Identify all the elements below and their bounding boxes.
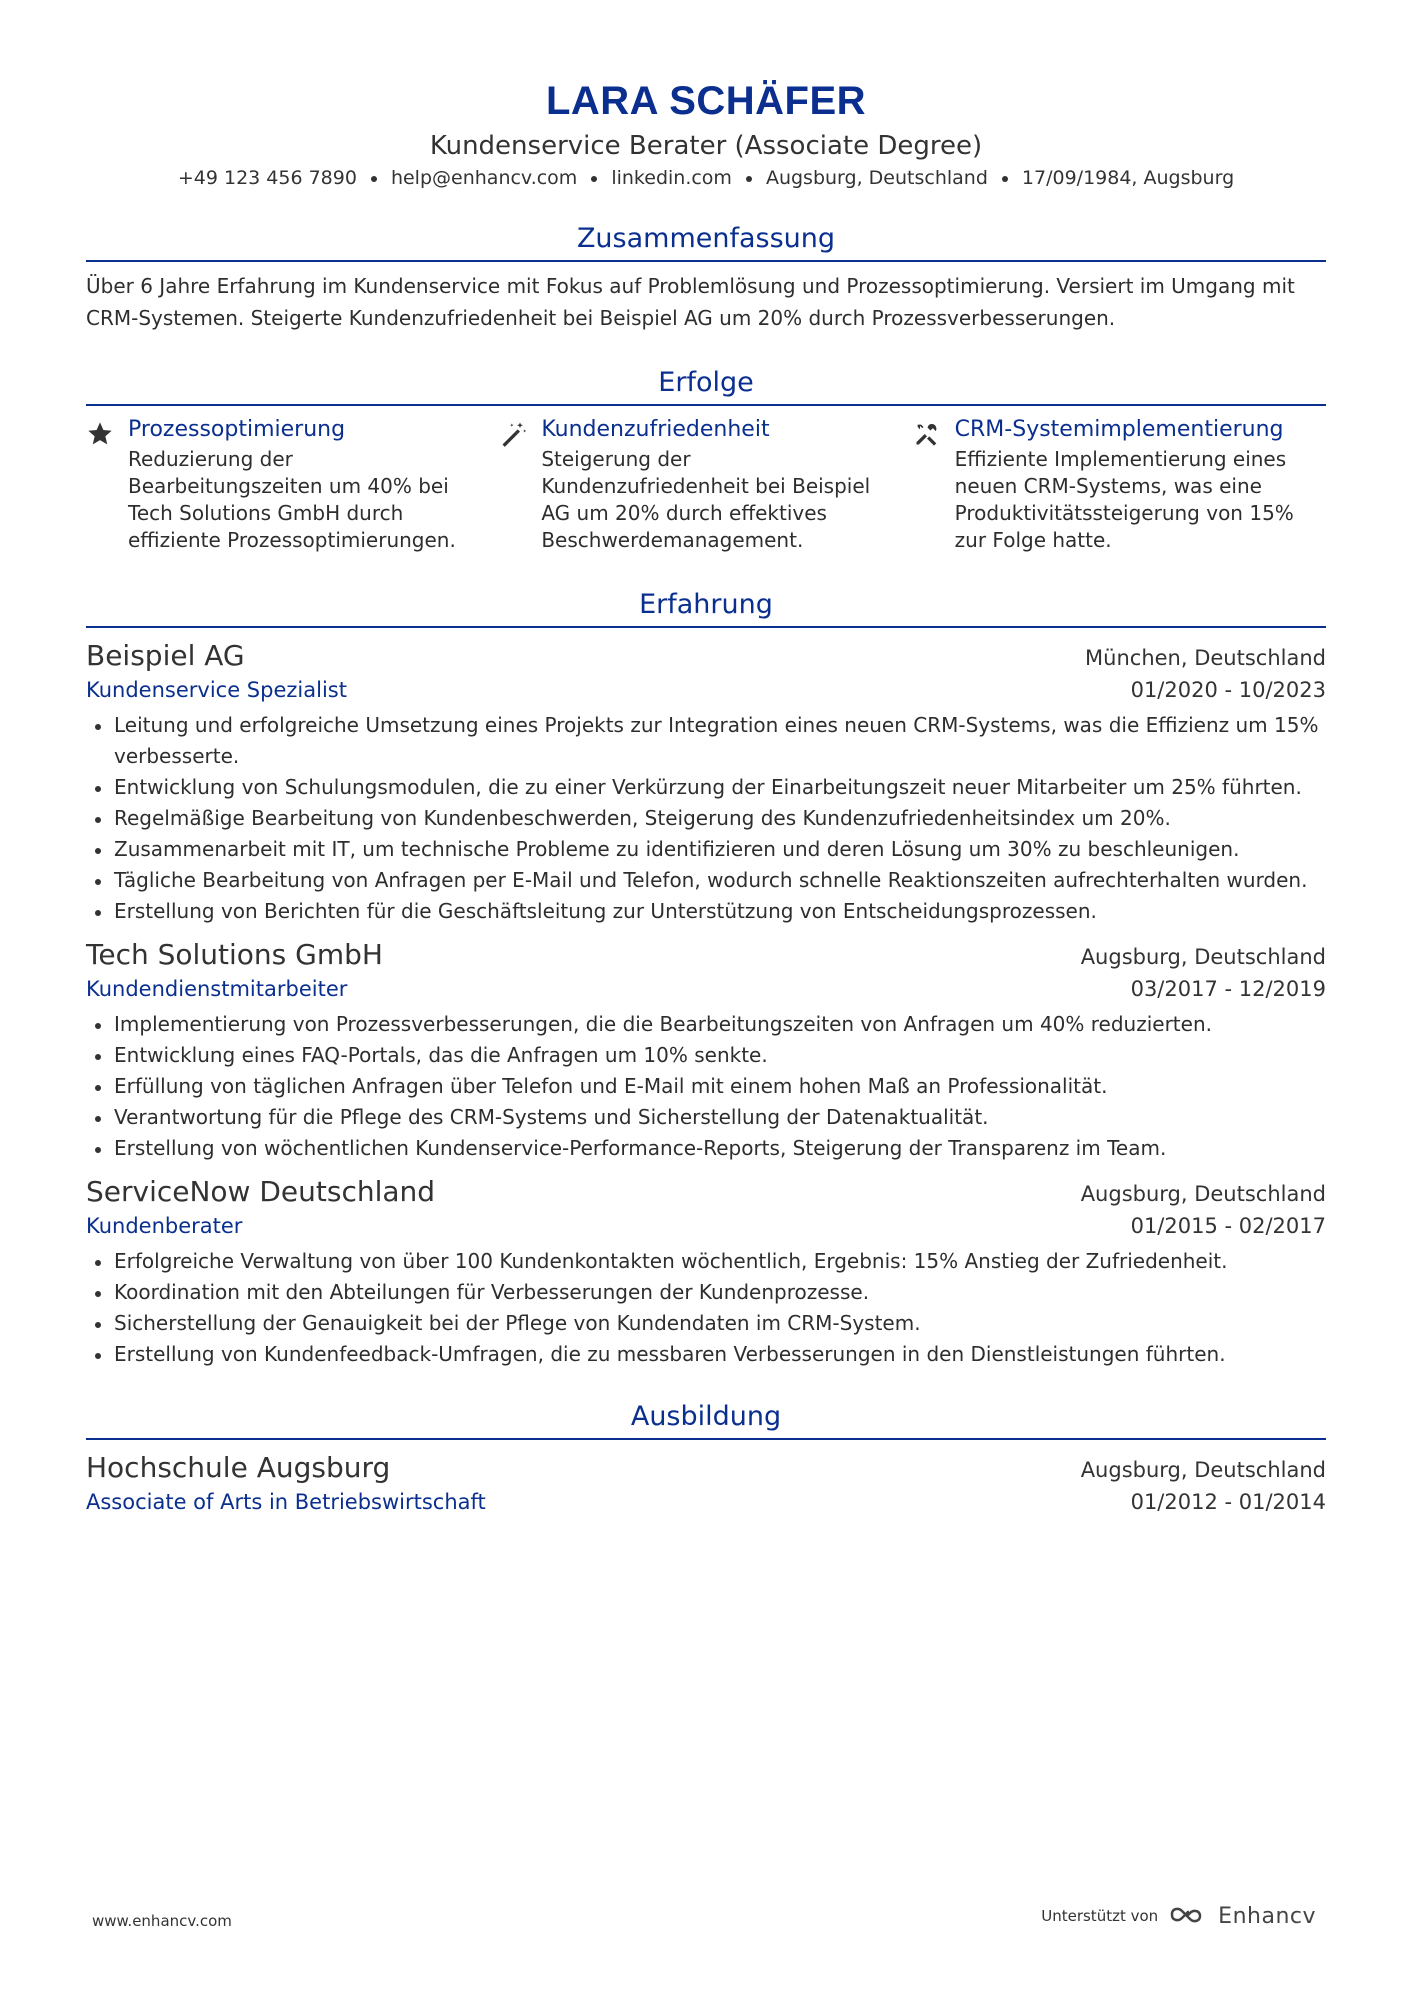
magic-wand-icon [499, 414, 541, 554]
enhancv-brand: Enhancv [1218, 1903, 1316, 1929]
summary-text: Über 6 Jahre Erfahrung im Kundenservice mit Fokus auf Problemlösung und Prozessoptimierung. Versiert im Umgang mit CRM-Systemen. Steigerte Kundenzufriedenheit bei Beispiel AG um 20% durch Prozessverbesserungen. [86, 274, 1295, 330]
achievement-item [499, 414, 912, 554]
footer-website[interactable]: www.enhancv.com [92, 1912, 232, 1930]
bullet-item: Koordination mit den Abteilungen für Verbesserungen der Kundenprozesse. [86, 1277, 1326, 1308]
tools-icon [913, 414, 955, 554]
bullet-item: Erstellung von Kundenfeedback-Umfragen, die zu messbaren Verbesserungen in den Dienstleistungen führten. [86, 1339, 1326, 1370]
achievement-desc: Reduzierung der Bearbeitungszeiten um 40% bei Tech Solutions GmbH durch effiziente Prozessoptimierungen. [128, 447, 456, 552]
job-role: Kundendienstmitarbeiter [86, 977, 348, 1001]
separator-dot [591, 176, 597, 182]
bullet-item: Erstellung von wöchentlichen Kundenservice-Performance-Reports, Steigerung der Transparenz im Team. [86, 1133, 1326, 1164]
location: Augsburg, Deutschland [765, 167, 988, 189]
bullet-item: Verantwortung für die Pflege des CRM-Systems und Sicherstellung der Datenaktualität. [86, 1102, 1326, 1133]
job-bullets [86, 1009, 1326, 1164]
bullet-item: Entwicklung von Schulungsmodulen, die zu einer Verkürzung der Einarbeitungszeit neuer Mitarbeiter um 25% führten. [86, 772, 1326, 803]
job-dates: 03/2017 - 12/2019 [1130, 977, 1326, 1001]
bullet-item: Regelmäßige Bearbeitung von Kundenbeschwerden, Steigerung des Kundenzufriedenheitsindex um 20%. [86, 803, 1326, 834]
contact-line [86, 166, 1326, 190]
job-dates: 01/2015 - 02/2017 [1130, 1214, 1326, 1238]
achievement-title: Prozessoptimierung [128, 417, 346, 442]
job-location: Augsburg, Deutschland [1080, 945, 1326, 969]
section-title-achievements: Erfolge [86, 366, 1326, 406]
company-name: Beispiel AG [86, 639, 245, 672]
bullet-item: Implementierung von Prozessverbesserungen, die die Bearbeitungszeiten von Anfragen um 40% reduzierten. [86, 1009, 1326, 1040]
job-location: Augsburg, Deutschland [1080, 1182, 1326, 1206]
bullet-item: Sicherstellung der Genauigkeit bei der Pflege von Kundendaten im CRM-System. [86, 1308, 1326, 1339]
resume-header [86, 0, 1326, 190]
section-title-education: Ausbildung [86, 1400, 1326, 1440]
separator-dot [371, 176, 377, 182]
email-link[interactable]: help@enhancv.com [390, 167, 578, 189]
bullet-item: Zusammenarbeit mit IT, um technische Probleme zu identifizieren und deren Lösung um 30% zu beschleunigen. [86, 834, 1326, 865]
resume-page [86, 0, 1326, 1995]
job-bullets [86, 1246, 1326, 1370]
bullet-item: Leitung und erfolgreiche Umsetzung eines Projekts zur Integration eines neuen CRM-Systems, was die Effizienz um 15% verbesserte. [86, 710, 1326, 772]
candidate-name: LARA SCHÄFER [545, 79, 867, 123]
company-name: Tech Solutions GmbH [86, 938, 383, 971]
achievements-section [86, 366, 1326, 554]
achievement-desc: Steigerung der Kundenzufriedenheit bei Beispiel AG um 20% durch effektives Beschwerdemanagement. [541, 447, 871, 552]
job-entry [86, 937, 1326, 1164]
achievement-item [913, 414, 1326, 554]
star-icon [86, 414, 128, 554]
candidate-title: Kundenservice Berater (Associate Degree) [429, 131, 983, 161]
education-section [86, 1400, 1326, 1518]
school-name: Hochschule Augsburg [86, 1451, 391, 1484]
birth-info: 17/09/1984, Augsburg [1021, 167, 1235, 189]
phone: +49 123 456 7890 [177, 167, 357, 189]
linkedin-link[interactable]: linkedin.com [611, 167, 732, 189]
achievement-title: Kundenzufriedenheit [541, 417, 770, 442]
bullet-item: Tägliche Bearbeitung von Anfragen per E-Mail und Telefon, wodurch schnelle Reaktionszeiten aufrechterhalten wurden. [86, 865, 1326, 896]
job-role: Kundenservice Spezialist [86, 678, 347, 702]
school-location: Augsburg, Deutschland [1080, 1458, 1326, 1482]
job-bullets [86, 710, 1326, 927]
achievement-title: CRM-Systemimplementierung [954, 417, 1284, 442]
summary-section [86, 222, 1326, 334]
bullet-item: Erfolgreiche Verwaltung von über 100 Kundenkontakten wöchentlich, Ergebnis: 15% Anstieg der Zufriedenheit. [86, 1246, 1326, 1277]
company-name: ServiceNow Deutschland [86, 1175, 436, 1208]
section-title-summary: Zusammenfassung [86, 222, 1326, 262]
bullet-item: Entwicklung eines FAQ-Portals, das die Anfragen um 10% senkte. [86, 1040, 1326, 1071]
enhancv-logo-icon [1168, 1902, 1212, 1930]
education-entry [86, 1450, 1326, 1518]
achievement-item [86, 414, 499, 554]
powered-by-label: Unterstützt von [1041, 1907, 1159, 1925]
bullet-item: Erstellung von Berichten für die Geschäftsleitung zur Unterstützung von Entscheidungsprozessen. [86, 896, 1326, 927]
education-dates: 01/2012 - 01/2014 [1130, 1490, 1326, 1514]
section-title-experience: Erfahrung [86, 588, 1326, 628]
bullet-item: Erfüllung von täglichen Anfragen über Telefon und E-Mail mit einem hohen Maß an Professionalität. [86, 1071, 1326, 1102]
separator-dot [746, 176, 752, 182]
footer-powered-by [1041, 1902, 1316, 1930]
job-entry [86, 638, 1326, 927]
job-role: Kundenberater [86, 1214, 243, 1238]
separator-dot [1002, 176, 1008, 182]
experience-section [86, 588, 1326, 1370]
achievements-grid [86, 414, 1326, 554]
job-location: München, Deutschland [1085, 646, 1326, 670]
achievement-desc: Effiziente Implementierung eines neuen CRM-Systems, was eine Produktivitätssteigerung von 15% zur Folge hatte. [954, 447, 1294, 552]
degree: Associate of Arts in Betriebswirtschaft [86, 1490, 486, 1514]
job-dates: 01/2020 - 10/2023 [1130, 678, 1326, 702]
job-entry [86, 1174, 1326, 1370]
